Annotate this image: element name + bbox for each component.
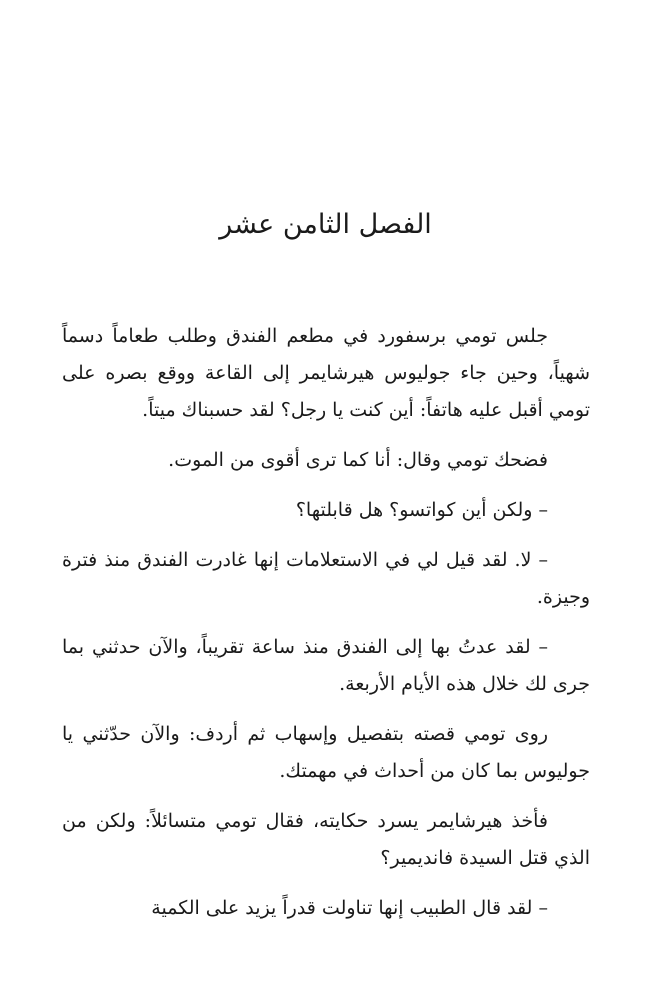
paragraph: روى تومي قصته بتفصيل وإسهاب ثم أردف: والآن حدّثني يا جوليوس بما كان من أحداث في مهمتك. [62,723,590,782]
dialogue-line: – لقد قال الطبيب إنها تناولت قدراً يزيد على الكمية [151,897,548,919]
paragraph: جلس تومي برسفورد في مطعم الفندق وطلب طعاماً دسماً شهياً، وحين جاء جوليوس هيرشايمر إلى القاعة ووقع بصره على تومي أقبل عليه هاتفاً: أين كنت يا رجل؟ لقد حسبناك ميتاً. [62,325,590,421]
paragraph: فضحك تومي وقال: أنا كما ترى أقوى من الموت. [168,449,548,471]
paragraph: فأخذ هيرشايمر يسرد حكايته، فقال تومي متسائلاً: ولكن من الذي قتل السيدة فانديمير؟ [62,810,590,869]
chapter-title: الفصل الثامن عشر [219,209,432,240]
dialogue-line: – ولكن أين كواتسو؟ هل قابلتها؟ [295,499,548,521]
dialogue-line: – لقد عدتُ بها إلى الفندق منذ ساعة تقريباً، والآن حدثني بما جرى لك خلال هذه الأيام الأربعة. [62,636,590,695]
chapter-body [62,318,590,940]
dialogue-line: – لا. لقد قيل لي في الاستعلامات إنها غادرت الفندق منذ فترة وجيزة. [62,549,590,608]
